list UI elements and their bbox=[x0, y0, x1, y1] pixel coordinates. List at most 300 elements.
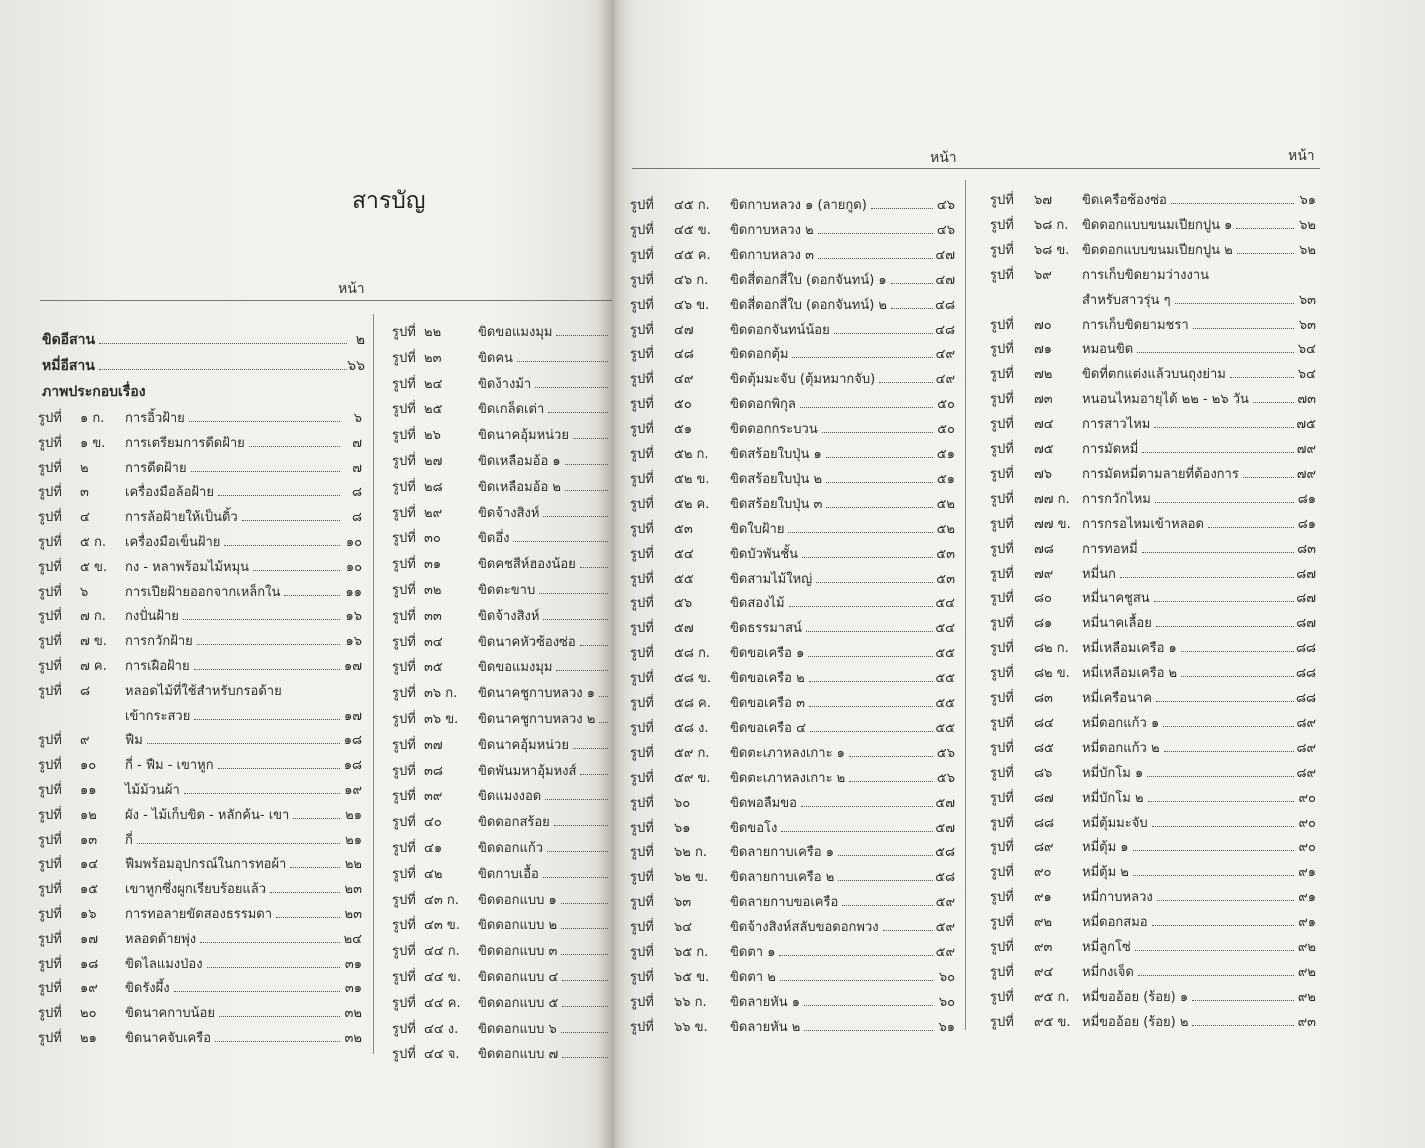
figure-title: ขิดพันมหาอุ้มหงส์ bbox=[478, 763, 577, 779]
page-number: ๘๗ bbox=[1296, 566, 1316, 582]
figure-title: ขิดนาคจับเครือ bbox=[125, 1031, 212, 1046]
figure-title: การล้อฝ้ายให้เป็นดิ้ว bbox=[125, 510, 238, 526]
figure-title: การกรอไหมเข้าหลอด bbox=[1082, 516, 1204, 532]
toc-entry bbox=[990, 962, 1316, 984]
dot-leader bbox=[849, 756, 933, 757]
figure-label: รูปที่ bbox=[38, 1006, 62, 1022]
toc-entry bbox=[630, 419, 955, 441]
toc-entry bbox=[38, 582, 362, 604]
dot-leader bbox=[194, 669, 340, 670]
page-number: ๕๖ bbox=[936, 770, 955, 786]
page-number: ๘๘ bbox=[1295, 691, 1316, 706]
dot-leader bbox=[1148, 801, 1294, 802]
figure-label: รูปที่ bbox=[990, 715, 1014, 731]
page-number: ๑๖ bbox=[345, 609, 362, 625]
figure-title: เข้ากระสวย bbox=[125, 708, 191, 724]
page-number: ๒๒ bbox=[344, 857, 362, 873]
figure-number: ๒๕ bbox=[424, 402, 443, 418]
figure-label: รูปที่ bbox=[630, 870, 654, 886]
figure-number: ๕๒ ข. bbox=[674, 471, 710, 487]
page-number: ๕๓ bbox=[936, 546, 955, 562]
page-number: ๑๘ bbox=[343, 758, 362, 774]
figure-title: การดีดฝ้าย bbox=[125, 460, 187, 476]
toc-entry bbox=[392, 374, 608, 396]
figure-title: ขิดดอกพิกุล bbox=[730, 397, 796, 413]
toc-entry bbox=[38, 706, 362, 728]
toc-entry bbox=[38, 606, 362, 628]
figure-number: ๓๖ ข. bbox=[424, 712, 459, 727]
figure-title: การมัดหมี่ตามลายที่ต้องการ bbox=[1082, 466, 1239, 482]
toc-entry bbox=[630, 394, 955, 416]
header-rule bbox=[40, 300, 612, 301]
toc-entry bbox=[990, 813, 1316, 835]
figure-title: การทอหมี่ bbox=[1082, 541, 1138, 557]
figure-title: ขิดดอกแบบขนมเปียกปูน ๑ bbox=[1082, 217, 1233, 233]
figure-label: รูปที่ bbox=[630, 920, 654, 936]
dot-leader bbox=[781, 831, 933, 832]
figure-number: ๓๖ ก. bbox=[424, 686, 458, 702]
figure-label: รูปที่ bbox=[630, 895, 654, 911]
page-number: ๙๑ bbox=[1298, 915, 1316, 931]
figure-label: รูปที่ bbox=[392, 583, 416, 598]
page-title: สารบัญ bbox=[352, 188, 426, 214]
toc-entry bbox=[38, 408, 362, 430]
toc-entry bbox=[392, 348, 608, 370]
dot-leader bbox=[1192, 1025, 1294, 1026]
toc-entry bbox=[38, 730, 362, 752]
figure-label: รูปที่ bbox=[630, 969, 654, 985]
dot-leader bbox=[545, 799, 608, 800]
right-page bbox=[612, 0, 1425, 1148]
page-number: ๗๙ bbox=[1296, 466, 1316, 482]
dot-leader bbox=[788, 532, 933, 533]
page-number: ๖๔ bbox=[1297, 342, 1316, 358]
figure-label: รูปที่ bbox=[392, 686, 416, 702]
figure-number: ๖๑ bbox=[674, 820, 691, 836]
toc-entry bbox=[38, 954, 362, 976]
page-number: ๒๓ bbox=[344, 882, 362, 898]
figure-number: ๓๓ bbox=[424, 608, 442, 624]
figure-label: รูปที่ bbox=[990, 691, 1014, 706]
left-page bbox=[0, 0, 612, 1148]
page-number: ๕๑ bbox=[936, 471, 955, 487]
figure-label: รูปที่ bbox=[38, 807, 62, 823]
dot-leader bbox=[561, 1032, 608, 1033]
dot-leader bbox=[810, 731, 933, 732]
toc-entry bbox=[392, 399, 608, 421]
page-number: ๕๖ bbox=[936, 745, 955, 761]
page-number: ๑๐ bbox=[345, 559, 362, 575]
figure-title: เครื่องมือล้อฝ้าย bbox=[125, 485, 214, 501]
toc-entry bbox=[630, 743, 955, 765]
figure-title: การทอลายขัดสองธรรมดา bbox=[125, 907, 273, 922]
dot-leader bbox=[1157, 900, 1294, 901]
toc-entry bbox=[392, 838, 608, 860]
page-number: ๑๐ bbox=[345, 535, 362, 550]
figure-number: ๒๗ bbox=[424, 454, 443, 469]
figure-number: ๔๐ bbox=[424, 815, 442, 831]
dot-leader bbox=[808, 656, 933, 657]
toc-entry bbox=[38, 631, 362, 653]
figure-label: รูปที่ bbox=[392, 1047, 416, 1063]
figure-label: รูปที่ bbox=[392, 325, 416, 340]
figure-label: รูปที่ bbox=[392, 454, 416, 469]
dot-leader bbox=[806, 631, 933, 632]
toc-entry bbox=[630, 344, 955, 366]
figure-title: ขิดแมงงอด bbox=[478, 789, 542, 805]
toc-entry bbox=[630, 245, 955, 267]
column-divider bbox=[373, 314, 374, 1054]
figure-number: ๗ ค. bbox=[80, 659, 107, 674]
figure-label: รูปที่ bbox=[38, 460, 62, 476]
toc-entry bbox=[630, 618, 955, 640]
figure-number: ๗๗ ข. bbox=[1034, 516, 1071, 532]
toc-subheading: ภาพประกอบเรื่อง bbox=[42, 384, 146, 400]
toc-entry bbox=[630, 544, 955, 566]
dot-leader bbox=[562, 1006, 608, 1007]
page-number: ๑๗ bbox=[343, 708, 362, 724]
figure-number: ๖๘ ข. bbox=[1034, 242, 1070, 258]
figure-label: รูปที่ bbox=[38, 435, 62, 451]
dot-leader bbox=[1152, 826, 1294, 827]
figure-title: ขิดนาคหัวซ้องซ่อ bbox=[478, 634, 576, 650]
figure-label: รูปที่ bbox=[990, 392, 1014, 408]
figure-label: รูปที่ bbox=[38, 584, 62, 600]
figure-number: ๑๒ bbox=[80, 807, 97, 823]
toc-entry bbox=[990, 912, 1316, 934]
figure-number: ๑๓ bbox=[80, 832, 98, 848]
figure-number: ๕๒ ก. bbox=[674, 447, 709, 462]
dot-leader bbox=[556, 670, 608, 671]
page-number: ๕๙ bbox=[935, 920, 955, 936]
dot-leader bbox=[871, 208, 933, 209]
figure-number: ๙๒ bbox=[1034, 915, 1053, 931]
page-number: ๕๕ bbox=[935, 696, 955, 711]
figure-number: ๘๕ bbox=[1034, 740, 1054, 756]
toc-entry bbox=[392, 967, 608, 989]
dot-leader bbox=[1156, 626, 1294, 627]
dot-leader bbox=[1208, 527, 1294, 528]
figure-title: ขิดบัวพันชั้น bbox=[730, 546, 799, 562]
figure-number: ๔๔ จ. bbox=[424, 1047, 460, 1063]
toc-entry bbox=[990, 937, 1316, 959]
figure-label: รูปที่ bbox=[392, 763, 416, 779]
toc-entry bbox=[990, 439, 1316, 461]
figure-title: ขิดกาบเอื้อ bbox=[478, 866, 539, 882]
page-number: ๗๙ bbox=[1296, 442, 1316, 457]
figure-label: รูปที่ bbox=[990, 342, 1014, 358]
toc-entry bbox=[630, 444, 955, 466]
dot-leader bbox=[543, 619, 608, 620]
figure-label: รูปที่ bbox=[38, 783, 62, 798]
page-number: ๘ bbox=[351, 510, 362, 526]
dot-leader bbox=[1236, 228, 1294, 229]
figure-label: รูปที่ bbox=[990, 666, 1014, 682]
figure-number: ๕๕ bbox=[674, 571, 694, 587]
figure-title: ขิดขอเครือ ๓ bbox=[730, 696, 805, 711]
dot-leader bbox=[224, 545, 340, 546]
dot-leader bbox=[1120, 577, 1294, 578]
toc-entry bbox=[630, 469, 955, 491]
figure-title: ขิดตะขาบ bbox=[478, 583, 536, 598]
toc-entry bbox=[392, 941, 608, 963]
figure-title: หมี่กงเจ็ด bbox=[1082, 964, 1134, 980]
toc-entry bbox=[392, 683, 608, 705]
page-number: ๙๓ bbox=[1297, 1014, 1316, 1030]
figure-number: ๑๐ bbox=[80, 758, 97, 774]
page-number: ๖๒ bbox=[1299, 242, 1316, 258]
toc-entry bbox=[990, 987, 1316, 1009]
figure-number: ๑๗ bbox=[80, 931, 99, 947]
figure-label: รูปที่ bbox=[990, 989, 1014, 1005]
toc-entry bbox=[990, 364, 1316, 386]
figure-title: การอิ้วฝ้าย bbox=[125, 411, 185, 426]
page-number: ๕๕ bbox=[935, 720, 955, 736]
toc-entry bbox=[38, 805, 362, 827]
dot-leader bbox=[809, 681, 933, 682]
toc-entry bbox=[990, 215, 1316, 237]
page-number: ๕๕ bbox=[935, 646, 955, 662]
dot-leader bbox=[1164, 751, 1294, 752]
page-number: ๘๙ bbox=[1296, 765, 1316, 781]
figure-label: รูปที่ bbox=[392, 402, 416, 418]
figure-number: ๘๑ bbox=[1034, 616, 1053, 632]
figure-number: ๔๓ ข. bbox=[424, 918, 460, 934]
figure-label: รูปที่ bbox=[392, 866, 416, 882]
toc-entry bbox=[990, 315, 1316, 337]
toc-entry bbox=[990, 564, 1316, 586]
figure-label: รูปที่ bbox=[630, 945, 654, 960]
dot-leader bbox=[270, 892, 340, 893]
toc-entry bbox=[990, 713, 1316, 735]
dot-leader bbox=[242, 520, 340, 521]
toc-entry bbox=[630, 942, 955, 964]
page-number: ๔๘ bbox=[935, 322, 955, 338]
toc-entry bbox=[990, 464, 1316, 486]
toc-entry bbox=[990, 862, 1316, 884]
figure-number: ๕๘ ก. bbox=[674, 646, 711, 662]
dot-leader bbox=[1142, 552, 1294, 553]
figure-title: เขาหูกซึ่งผูกเรียบร้อยแล้ว bbox=[125, 882, 267, 898]
figure-number: ๒ bbox=[80, 460, 89, 476]
page-number: ๑๘ bbox=[343, 733, 362, 749]
dot-leader bbox=[1154, 601, 1294, 602]
dot-leader bbox=[580, 567, 608, 568]
figure-number: ๕๔ bbox=[674, 546, 694, 562]
figure-number: ๖๕ ข. bbox=[674, 969, 710, 985]
figure-title: การเปียฝ้ายออกจากเหล็กใน bbox=[125, 584, 281, 600]
figure-label: รูปที่ bbox=[630, 671, 654, 687]
page-number: ๘๘ bbox=[1295, 641, 1316, 657]
figure-label: รูปที่ bbox=[392, 608, 416, 624]
figure-title: ขิดเกล็ดเต่า bbox=[478, 402, 545, 418]
figure-title: ขิดอึ่ง bbox=[478, 531, 510, 547]
dot-leader bbox=[1133, 875, 1294, 876]
figure-number: ๗ ก. bbox=[80, 609, 106, 625]
figure-number: ๗๖ bbox=[1034, 466, 1053, 482]
figure-label: รูปที่ bbox=[630, 820, 654, 836]
dot-leader bbox=[561, 954, 608, 955]
page-number: ๙๒ bbox=[1297, 940, 1316, 955]
page-number: ๓๑ bbox=[344, 981, 362, 997]
dot-leader bbox=[218, 495, 340, 496]
figure-title: หมี่บักโม ๒ bbox=[1082, 790, 1144, 806]
toc-entry bbox=[392, 451, 608, 473]
figure-label: รูปที่ bbox=[630, 372, 654, 388]
page-number: ๖๔ bbox=[1297, 367, 1316, 383]
dot-leader bbox=[842, 905, 933, 906]
dot-leader bbox=[883, 930, 933, 931]
figure-title: การกวักฝ้าย bbox=[125, 634, 193, 650]
toc-entry bbox=[392, 322, 608, 344]
figure-number: ๖๙ bbox=[1034, 267, 1052, 283]
figure-number: ๔๙ bbox=[674, 372, 694, 388]
dot-leader bbox=[838, 880, 933, 881]
page-number: ๖๐ bbox=[938, 994, 955, 1010]
figure-label: รูปที่ bbox=[38, 510, 62, 526]
dot-leader bbox=[1193, 328, 1294, 329]
dot-leader bbox=[599, 722, 608, 723]
figure-number: ๔๓ ก. bbox=[424, 892, 459, 908]
page-number: ๘๙ bbox=[1296, 715, 1316, 731]
toc-entry bbox=[630, 195, 955, 217]
figure-label: รูปที่ bbox=[990, 442, 1014, 457]
figure-number: ๗๔ bbox=[1034, 417, 1054, 433]
page-number: ๔๗ bbox=[935, 247, 955, 263]
figure-number: ๕ ก. bbox=[80, 535, 106, 550]
toc-entry bbox=[38, 978, 362, 1000]
dot-leader bbox=[838, 855, 933, 856]
page-number: ๒๓ bbox=[344, 907, 362, 922]
figure-title: ขิดนาคชูกาบหลวง ๒ bbox=[478, 712, 596, 727]
figure-title: ขิดดอกแก้ว bbox=[478, 841, 543, 856]
figure-number: ๕๖ bbox=[674, 596, 693, 612]
figure-label: รูปที่ bbox=[392, 376, 416, 392]
dot-leader bbox=[249, 446, 340, 447]
figure-label: รูปที่ bbox=[392, 1021, 416, 1037]
figure-number: ๕๗ bbox=[674, 621, 694, 637]
dot-leader bbox=[554, 825, 608, 826]
figure-title: ขิดสร้อยใบปุ่น ๒ bbox=[730, 471, 823, 487]
page-number: ๕๗ bbox=[935, 820, 955, 836]
figure-number: ๑๖ bbox=[80, 907, 97, 922]
figure-label: รูปที่ bbox=[392, 815, 416, 831]
dot-leader bbox=[284, 595, 340, 596]
figure-number: ๕๙ ข. bbox=[674, 770, 711, 786]
figure-title: ขิดจ้างสิงห์สลับขอดอกพวง bbox=[730, 920, 879, 936]
page-number: ๕๔ bbox=[935, 596, 955, 612]
figure-number: ๑ ข. bbox=[80, 435, 106, 451]
toc-entry bbox=[38, 458, 362, 480]
figure-label: รูปที่ bbox=[630, 696, 654, 711]
toc-entry bbox=[990, 265, 1316, 287]
figure-title: หมี่ขออ้อย (ร้อย) ๑ bbox=[1082, 989, 1189, 1005]
page-number: ๕๓ bbox=[936, 571, 955, 587]
toc-entry bbox=[990, 638, 1316, 660]
figure-number: ๓๒ bbox=[424, 583, 442, 598]
figure-title: ขิดไลแมงป่อง bbox=[125, 956, 203, 972]
toc-entry bbox=[630, 917, 955, 939]
figure-label: รูปที่ bbox=[990, 516, 1014, 532]
figure-number: ๔๖ ก. bbox=[674, 272, 709, 288]
toc-entry bbox=[38, 755, 362, 777]
figure-title: ขิดดอกแบบ ๑ bbox=[478, 892, 557, 908]
figure-number: ๗๗ ก. bbox=[1034, 491, 1070, 507]
figure-label: รูปที่ bbox=[630, 621, 654, 637]
figure-label: รูปที่ bbox=[990, 541, 1014, 557]
figure-number: ๗ ข. bbox=[80, 634, 107, 650]
figure-title: ฟืม bbox=[125, 733, 143, 749]
figure-title: ขิดลายกาบเครือ ๑ bbox=[730, 845, 834, 861]
page-number: ๖๐ bbox=[938, 969, 955, 985]
figure-title: หมี่นก bbox=[1082, 566, 1116, 582]
figure-title: หมอนขิด bbox=[1082, 342, 1134, 358]
figure-number: ๙๑ bbox=[1034, 890, 1052, 906]
figure-label: รูปที่ bbox=[630, 198, 654, 213]
figure-label: รูปที่ bbox=[990, 466, 1014, 482]
page-number: ๓๒ bbox=[344, 1006, 362, 1022]
figure-title: ขิดขอเครือ ๒ bbox=[730, 671, 805, 687]
dot-leader bbox=[565, 464, 608, 465]
dot-leader bbox=[891, 283, 933, 284]
figure-title: ขิดสร้อยใบปุ่น ๑ bbox=[730, 447, 822, 462]
figure-number: ๒๐ bbox=[80, 1006, 97, 1022]
toc-entry bbox=[990, 588, 1316, 610]
figure-label: รูปที่ bbox=[38, 411, 62, 426]
figure-number: ๓๔ bbox=[424, 634, 443, 650]
dot-leader bbox=[290, 867, 340, 868]
figure-title: ขิดสี่ดอกสี่ใบ (ดอกจันทน์) ๑ bbox=[730, 272, 887, 288]
toc-entry bbox=[38, 854, 362, 876]
figure-title: การสาวไหม bbox=[1082, 417, 1151, 433]
figure-number: ๓๐ bbox=[424, 531, 441, 547]
figure-title: ขิดใบฝ้าย bbox=[730, 521, 785, 537]
figure-label: รูปที่ bbox=[630, 397, 654, 413]
page-number: ๖๓ bbox=[1298, 317, 1316, 333]
toc-entry bbox=[990, 339, 1316, 361]
dot-leader bbox=[800, 407, 933, 408]
page-number: ๗ bbox=[352, 460, 362, 476]
toc-entry bbox=[392, 709, 608, 731]
figure-title: ขิดขอเครือ ๔ bbox=[730, 720, 806, 736]
page-number: ๕๑ bbox=[936, 447, 955, 462]
figure-title: ขิดกาบหลวง ๒ bbox=[730, 222, 814, 238]
figure-label: รูปที่ bbox=[990, 840, 1014, 856]
figure-title: ขิดเหลือมอ้อ ๑ bbox=[478, 454, 561, 469]
figure-number: ๗๘ bbox=[1034, 541, 1054, 557]
dot-leader bbox=[834, 333, 933, 334]
dot-leader bbox=[539, 593, 608, 594]
figure-title: หมี่นาคเลื้อย bbox=[1082, 616, 1152, 632]
dot-leader bbox=[1181, 676, 1294, 677]
dot-leader bbox=[580, 645, 608, 646]
figure-title: ขิดเครือซ้องซ่อ bbox=[1082, 193, 1167, 208]
toc-entry bbox=[990, 1012, 1316, 1034]
figure-number: ๙๔ bbox=[1034, 964, 1054, 980]
figure-label: รูปที่ bbox=[38, 609, 62, 625]
figure-label: รูปที่ bbox=[990, 566, 1014, 582]
figure-number: ๗๓ bbox=[1034, 392, 1053, 408]
dot-leader bbox=[561, 928, 608, 929]
page-number: ๖๒ bbox=[1299, 217, 1316, 233]
figure-title: กงปั่นฝ้าย bbox=[125, 609, 179, 625]
dot-leader bbox=[780, 980, 933, 981]
toc-entry bbox=[392, 632, 608, 654]
dot-leader bbox=[543, 877, 608, 878]
page-number: ๑๗ bbox=[343, 659, 362, 674]
figure-title: หมี่ลูกโซ่ bbox=[1082, 940, 1131, 955]
figure-number: ๗๙ bbox=[1034, 566, 1054, 582]
